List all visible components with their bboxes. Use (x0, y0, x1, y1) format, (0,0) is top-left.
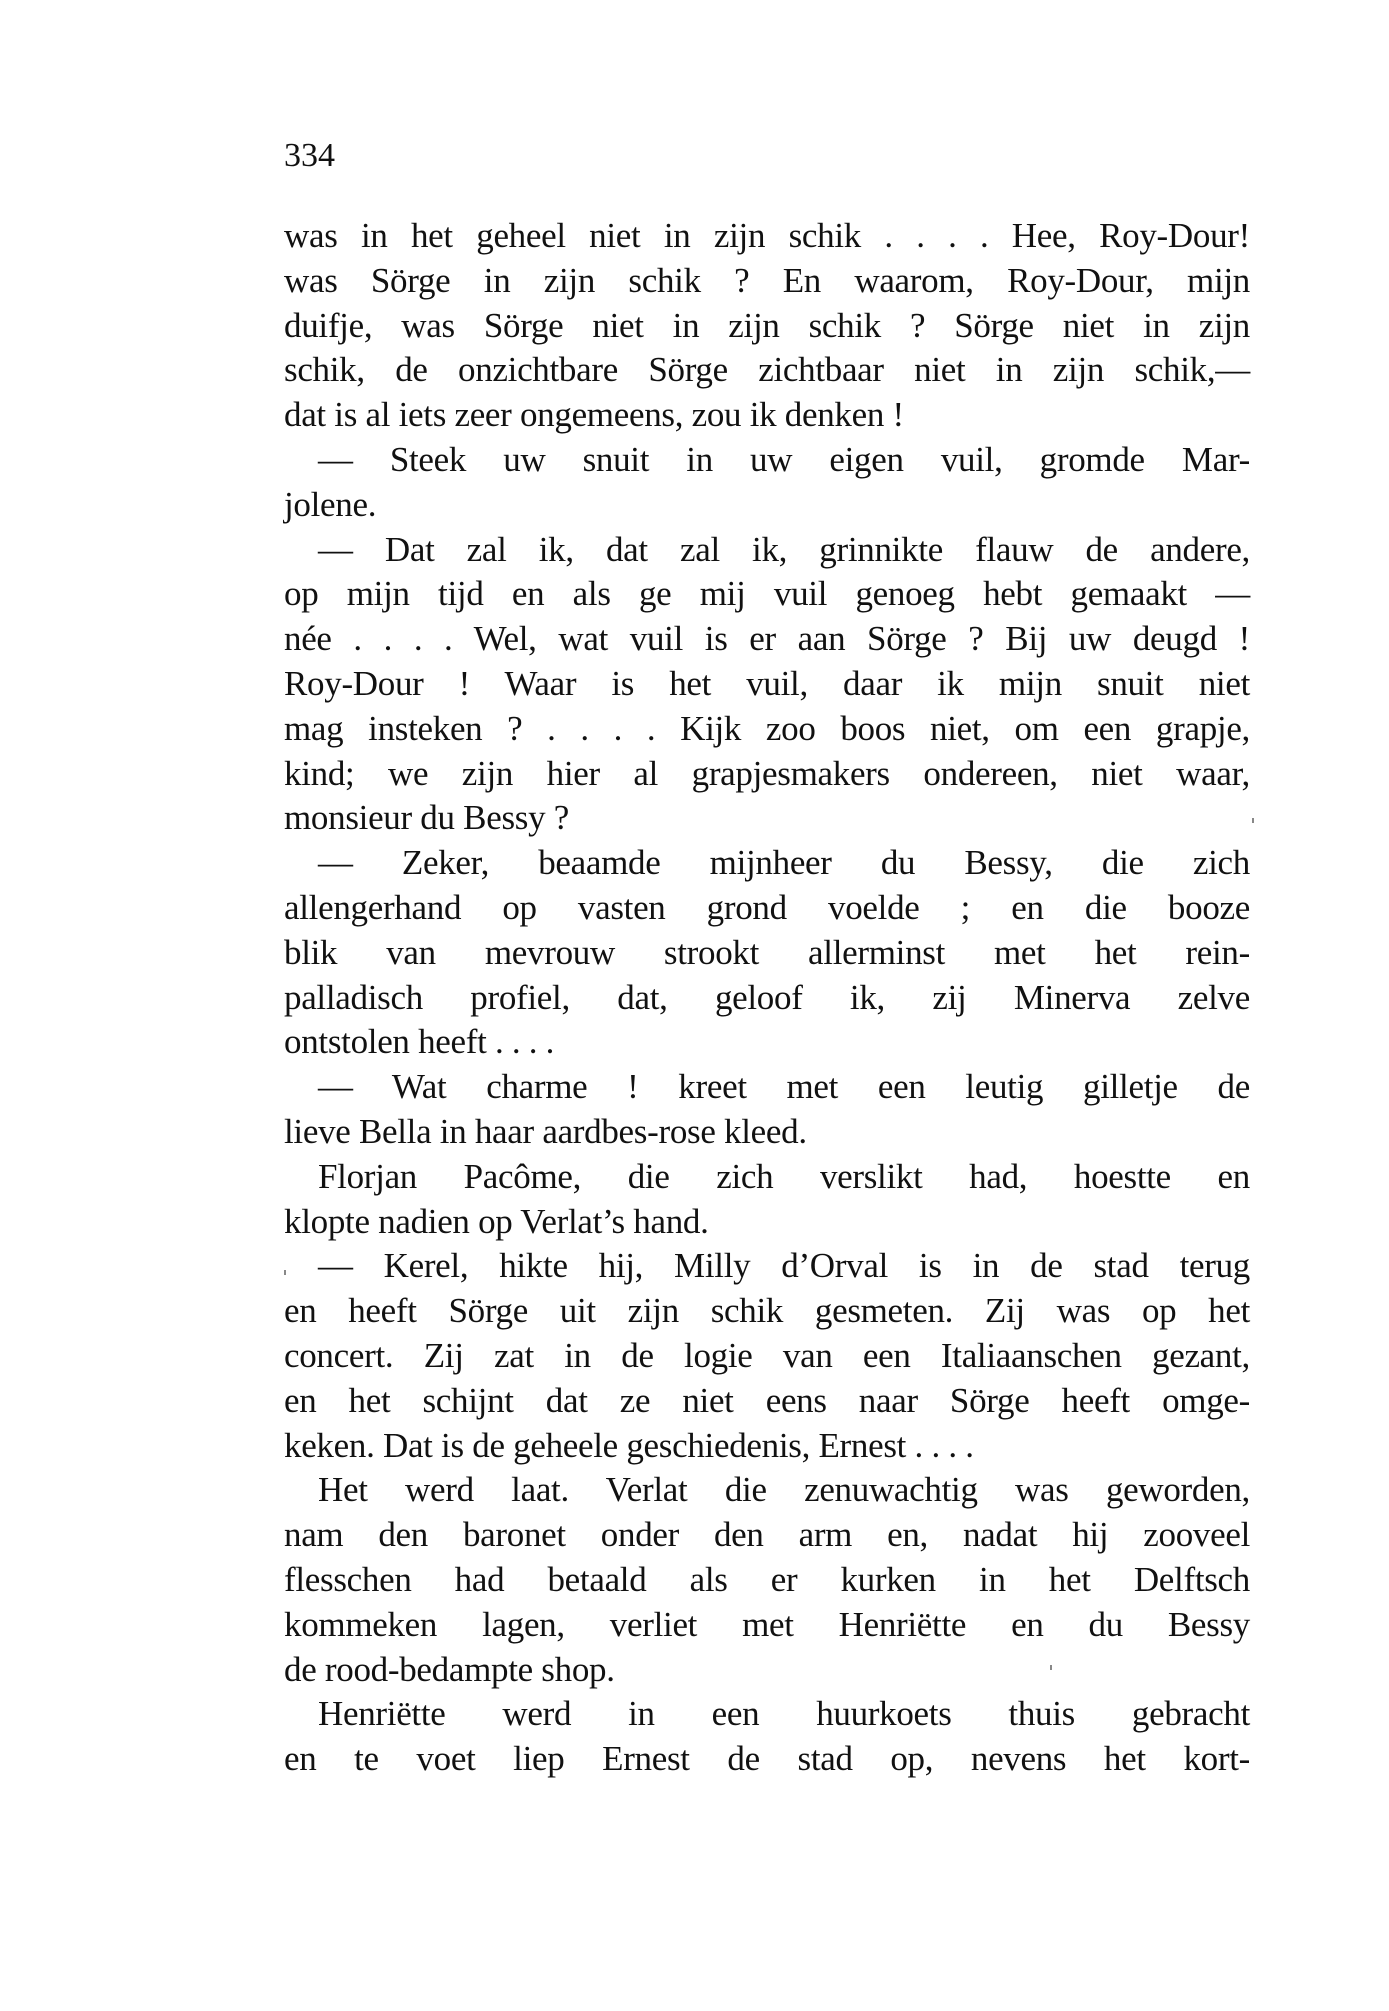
text-line: Roy-Dour ! Waar is het vuil, daar ik mijn snuit niet (284, 663, 1250, 703)
scan-speck (284, 1270, 286, 1275)
text-line: kommeken lagen, verliet met Henriëtte en du Bessy (284, 1604, 1250, 1644)
page-number: 334 (284, 137, 335, 174)
text-line: Het werd laat. Verlat die zenuwachtig was geworden, (318, 1470, 1250, 1510)
text-line: was Sörge in zijn schik ? En waarom, Roy-Dour, mijn (284, 260, 1250, 300)
text-line: ontstolen heeft . . . . (284, 1022, 555, 1062)
text-line: klopte nadien op Verlat’s hand. (284, 1201, 709, 1241)
text-line: was in het geheel niet in zijn schik . . . . Hee, Roy-Dour! (284, 216, 1250, 255)
text-line: — Kerel, hikte hij, Milly d’Orval is in de stad terug (318, 1246, 1250, 1286)
text-line: en te voet liep Ernest de stad op, nevens het kort- (284, 1739, 1250, 1779)
text-line: keken. Dat is de geheele geschiedenis, Ernest . . . . (284, 1425, 974, 1465)
text-line: flesschen had betaald als er kurken in het Delftsch (284, 1559, 1250, 1599)
text-line: — Steek uw snuit in uw eigen vuil, gromde Mar- (318, 439, 1250, 479)
text-line: allengerhand op vasten grond voelde ; en die booze (284, 887, 1250, 927)
text-line: Florjan Pacôme, die zich verslikt had, hoestte en (318, 1156, 1250, 1196)
scan-speck (1050, 1665, 1052, 1670)
text-line: — Zeker, beaamde mijnheer du Bessy, die zich (318, 843, 1250, 883)
text-line: duifje, was Sörge niet in zijn schik ? Sörge niet in zijn (284, 305, 1250, 345)
text-line: concert. Zij zat in de logie van een Italiaanschen gezant, (284, 1335, 1250, 1375)
text-line: Henriëtte werd in een huurkoets thuis gebracht (318, 1694, 1250, 1734)
text-line: née . . . . Wel, wat vuil is er aan Sörge ? Bij uw deugd ! (284, 619, 1250, 659)
text-line: op mijn tijd en als ge mij vuil genoeg hebt gemaakt — (284, 574, 1250, 614)
text-line: monsieur du Bessy ? (284, 798, 569, 838)
text-line: jolene. (284, 484, 377, 524)
text-line: schik, de onzichtbare Sörge zichtbaar niet in zijn schik,— (284, 350, 1250, 390)
text-line: dat is al iets zeer ongemeens, zou ik denken ! (284, 395, 904, 435)
text-line: de rood-bedampte shop. (284, 1649, 615, 1689)
text-line: en heeft Sörge uit zijn schik gesmeten. Zij was op het (284, 1291, 1250, 1331)
text-line: en het schijnt dat ze niet eens naar Sörge heeft omge- (284, 1380, 1250, 1420)
text-line: palladisch profiel, dat, geloof ik, zij Minerva zelve (284, 977, 1250, 1017)
text-line: — Dat zal ik, dat zal ik, grinnikte flauw de andere, (318, 529, 1250, 569)
text-line: kind; we zijn hier al grapjesmakers ondereen, niet waar, (284, 753, 1250, 793)
text-line: lieve Bella in haar aardbes-rose kleed. (284, 1111, 807, 1151)
body-text (284, 214, 1250, 1782)
scan-speck (1252, 818, 1254, 823)
text-line: mag insteken ? . . . . Kijk zoo boos niet, om een grapje, (284, 708, 1250, 748)
text-line: — Wat charme ! kreet met een leutig gilletje de (318, 1067, 1250, 1107)
text-line: nam den baronet onder den arm en, nadat hij zooveel (284, 1515, 1250, 1555)
text-line: blik van mevrouw strookt allerminst met het rein- (284, 932, 1250, 972)
